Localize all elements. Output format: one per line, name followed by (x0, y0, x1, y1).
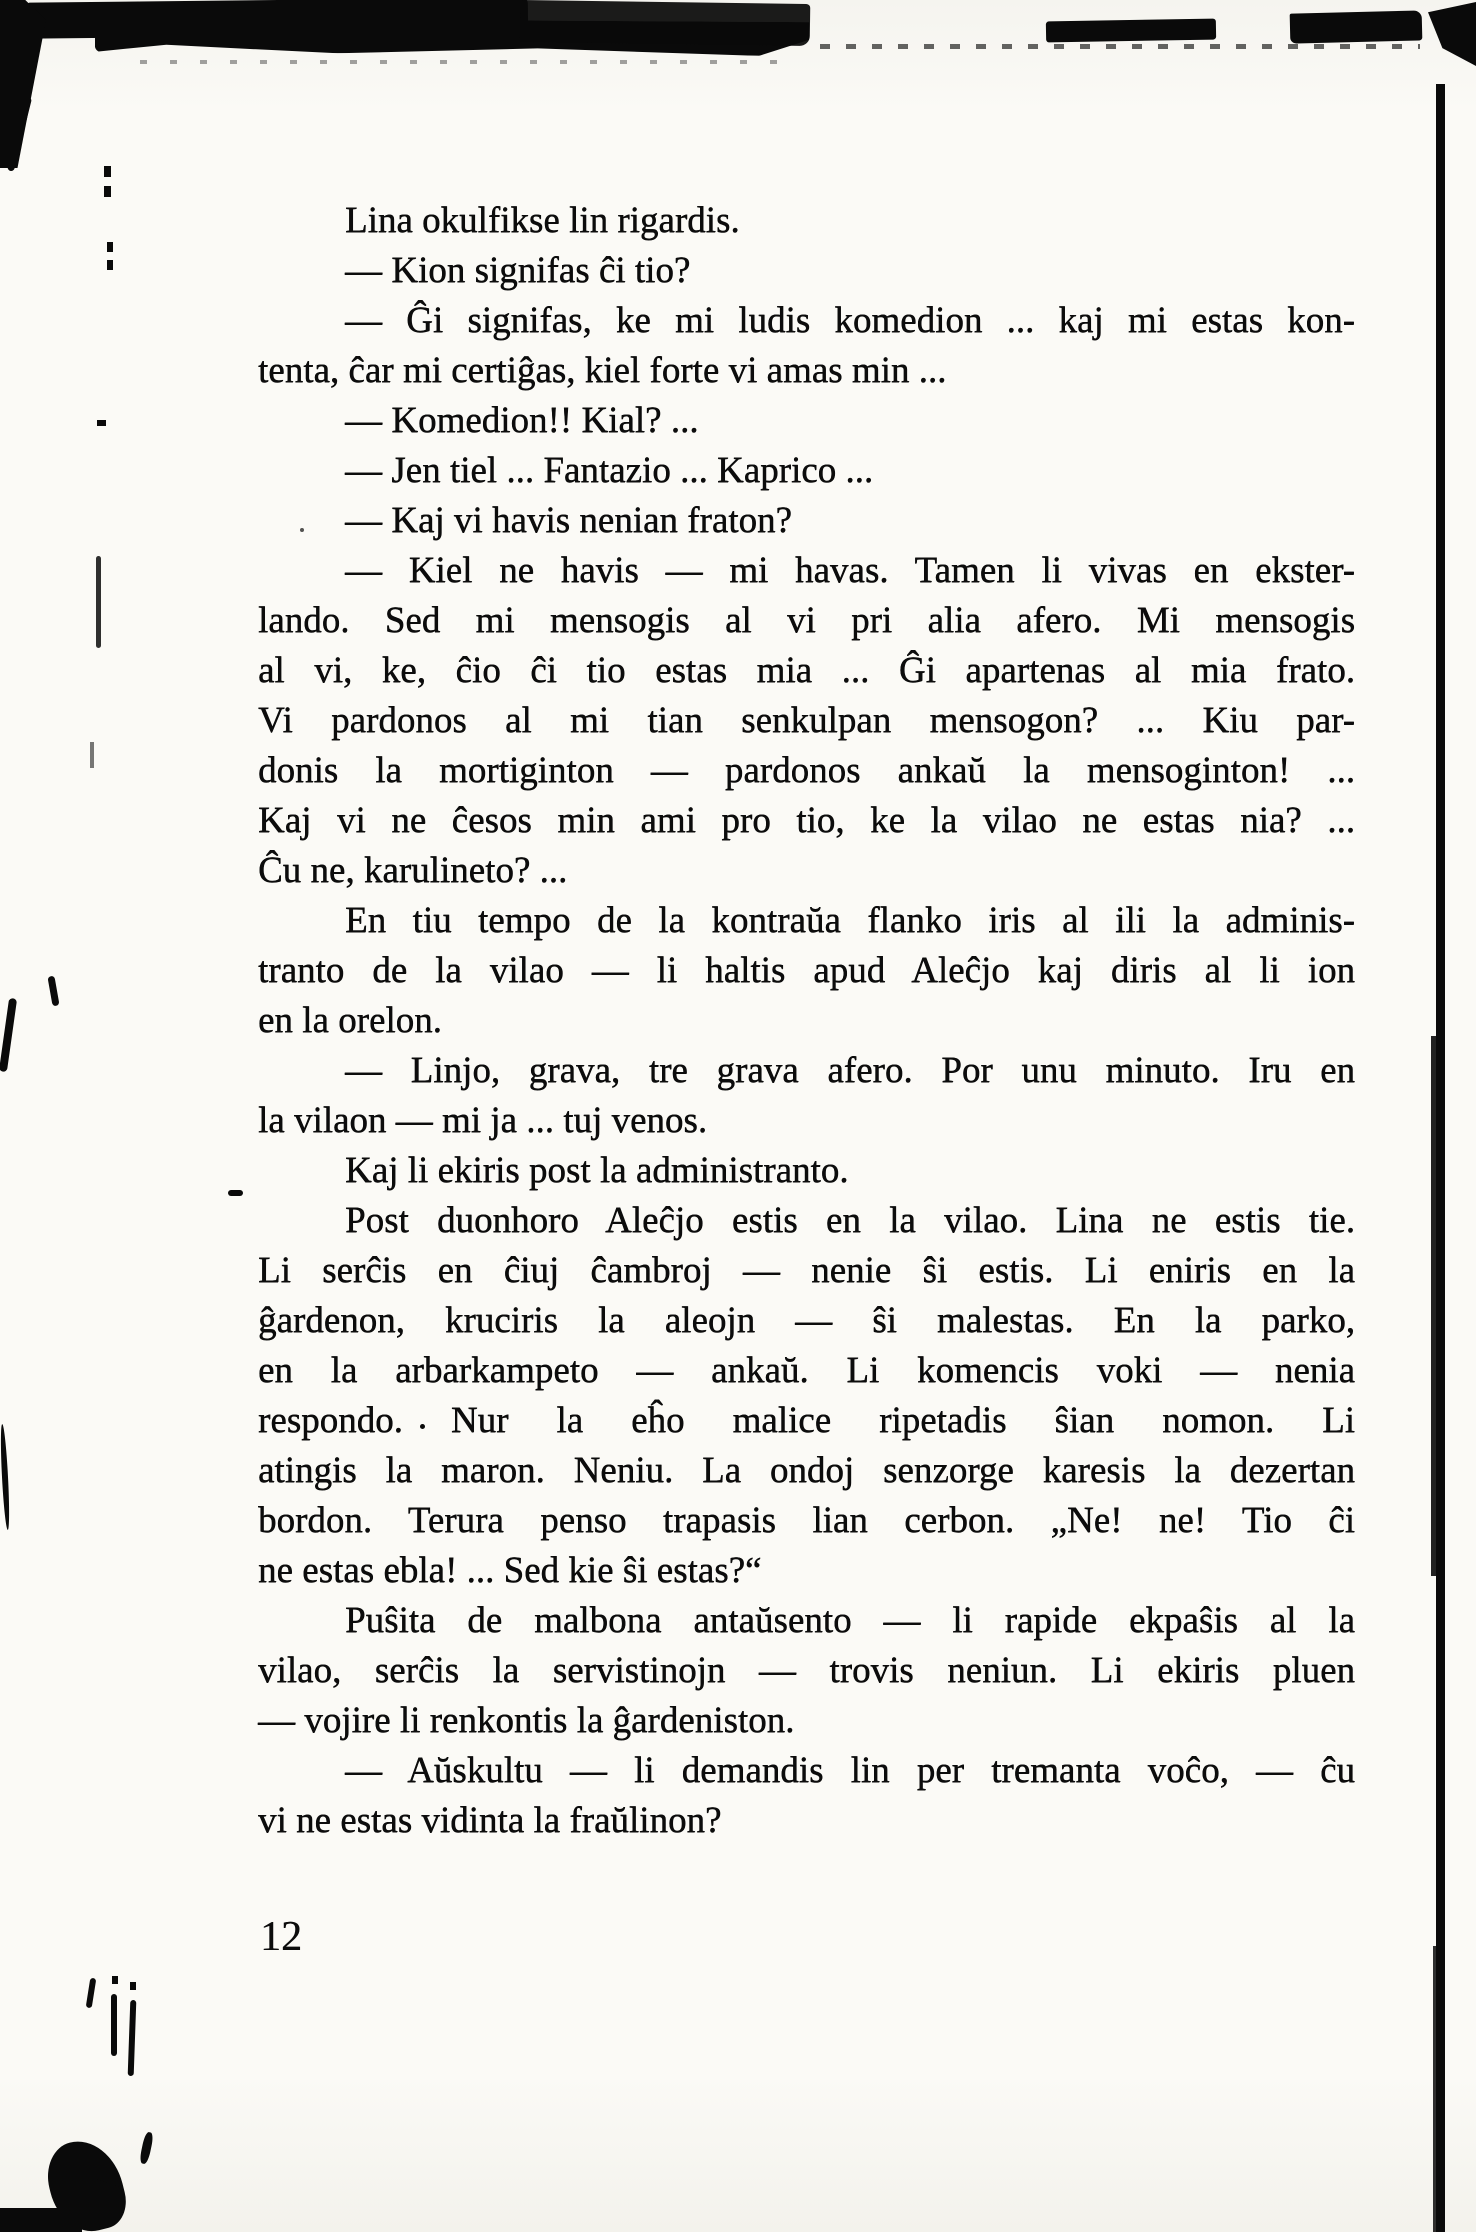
scan-artifact-top-speckles (820, 44, 1420, 49)
scan-artifact-bottom-strip (0, 2208, 82, 2232)
scan-artifact-bottom-dot (130, 1982, 136, 1990)
text-line: Post duonhoro Aleĉjo estis en la vilao. Lina ne estis tie. (345, 1200, 1355, 1241)
page-text (258, 196, 1355, 1846)
text-line: Kaj li ekiris post la administranto. (345, 1150, 849, 1191)
scan-artifact-left-tick (47, 976, 59, 1007)
text-line: vilao, serĉis la servistinojn — trovis neniun. Li ekiris pluen (258, 1650, 1355, 1691)
text-line: atingis la maron. Neniu. La ondoj senzorge karesis la dezertan (258, 1450, 1355, 1491)
scan-artifact-left-curve (0, 1424, 11, 1530)
text-line: ĝardenon, kruciris la aleojn — ŝi malestas. En la parko, (258, 1300, 1355, 1341)
scan-artifact-left-line (96, 556, 101, 648)
scan-artifact-bottom-dot (112, 1976, 118, 1984)
text-line: tenta, ĉar mi certiĝas, kiel forte vi amas min ... (258, 350, 947, 391)
scan-artifact-left-speck (104, 186, 111, 197)
text-line: bordon. Terura penso trapasis lian cerbon. „Ne! ne! Tio ĉi (258, 1500, 1355, 1541)
scan-artifact-left-line-2 (90, 742, 94, 768)
scan-artifact-left-speck (107, 260, 113, 270)
text-line: ne estas ebla! ... Sed kie ŝi estas?“ (258, 1550, 762, 1591)
text-line: tranto de la vilao — li haltis apud Aleĉjo kaj diris al li ion (258, 950, 1355, 991)
page-number: 12 (260, 1914, 302, 1960)
scan-artifact-top-speckles-2 (140, 60, 800, 64)
text-line: en la orelon. (258, 1000, 442, 1041)
scan-artifact-left-dash (97, 420, 106, 426)
scan-artifact-bottom-comma (139, 2131, 154, 2164)
text-line: — vojire li renkontis la ĝardeniston. (258, 1700, 795, 1741)
scan-artifact-bottom-stem (128, 2000, 137, 2076)
scan-artifact-left-slash-2 (0, 998, 17, 1072)
text-line: Vi pardonos al mi tian senkulpan mensogon? ... Kiu par- (258, 700, 1355, 741)
scan-artifact-bottom-stem (111, 1994, 117, 2056)
text-line: al vi, ke, ĉio ĉi tio estas mia ... Ĝi apartenas al mia frato. (258, 650, 1355, 691)
text-line: Puŝita de malbona antaŭsento — li rapide ekpaŝis al la (345, 1600, 1355, 1641)
scan-artifact-left-wedge (0, 0, 46, 168)
text-line: — Ĝi signifas, ke mi ludis komedion ... kaj mi estas kon- (345, 300, 1355, 341)
scan-artifact-right-bar-thick (1431, 1036, 1438, 1576)
text-line: Li serĉis en ĉiuj ĉambroj — nenie ŝi estis. Li eniris en la (258, 1250, 1355, 1291)
text-line: — Kaj vi havis nenian fraton? (345, 500, 792, 541)
text-line: — Jen tiel ... Fantazio ... Kaprico ... (345, 450, 874, 491)
scan-artifact-top-segment-2 (1290, 10, 1423, 43)
text-line: donis la mortiginton — pardonos ankaŭ la mensoginton! ... (258, 750, 1355, 791)
scan-artifact-stray-dash (228, 1190, 243, 1196)
text-line: respondo. Nur la eĥo malice ripetadis ŝian nomon. Li (258, 1400, 1355, 1441)
scan-artifact-left-speck (107, 242, 113, 252)
text-line: la vilaon — mi ja ... tuj venos. (258, 1100, 708, 1141)
text-line: En tiu tempo de la kontraŭa flanko iris al ili la adminis- (345, 900, 1355, 941)
text-line: — Kiel ne havis — mi havas. Tamen li vivas en ekster- (345, 550, 1355, 591)
scan-artifact-top-right-wedge (1428, 2, 1476, 66)
text-line: vi ne estas vidinta la fraŭlinon? (258, 1800, 722, 1841)
scan-artifact-left-speck (104, 166, 111, 177)
text-line: Lina okulfikse lin rigardis. (345, 200, 740, 241)
text-line: Kaj vi ne ĉesos min ami pro tio, ke la vilao ne estas nia? ... (258, 800, 1355, 841)
text-line: — Komedion!! Kial? ... (345, 400, 699, 441)
scan-artifact-bottom-tick (86, 1978, 97, 2009)
text-line: Ĉu ne, karulineto? ... (258, 850, 568, 891)
scan-artifact-top-strip-tail (520, 0, 811, 46)
text-line: lando. Sed mi mensogis al vi pri alia afero. Mi mensogis (258, 600, 1355, 641)
text-line: — Linjo, grava, tre grava afero. Por unu minuto. Iru en (345, 1050, 1355, 1091)
text-line: — Aŭskultu — li demandis lin per tremanta voĉo, — ĉu (345, 1750, 1355, 1791)
scan-artifact-top-segment (1046, 19, 1216, 43)
text-line: — Kion signifas ĉi tio? (345, 250, 691, 291)
scan-artifact-right-bar-bottom (1433, 1946, 1440, 2232)
text-line: en la arbarkampeto — ankaŭ. Li komencis voki — nenia (258, 1350, 1355, 1391)
